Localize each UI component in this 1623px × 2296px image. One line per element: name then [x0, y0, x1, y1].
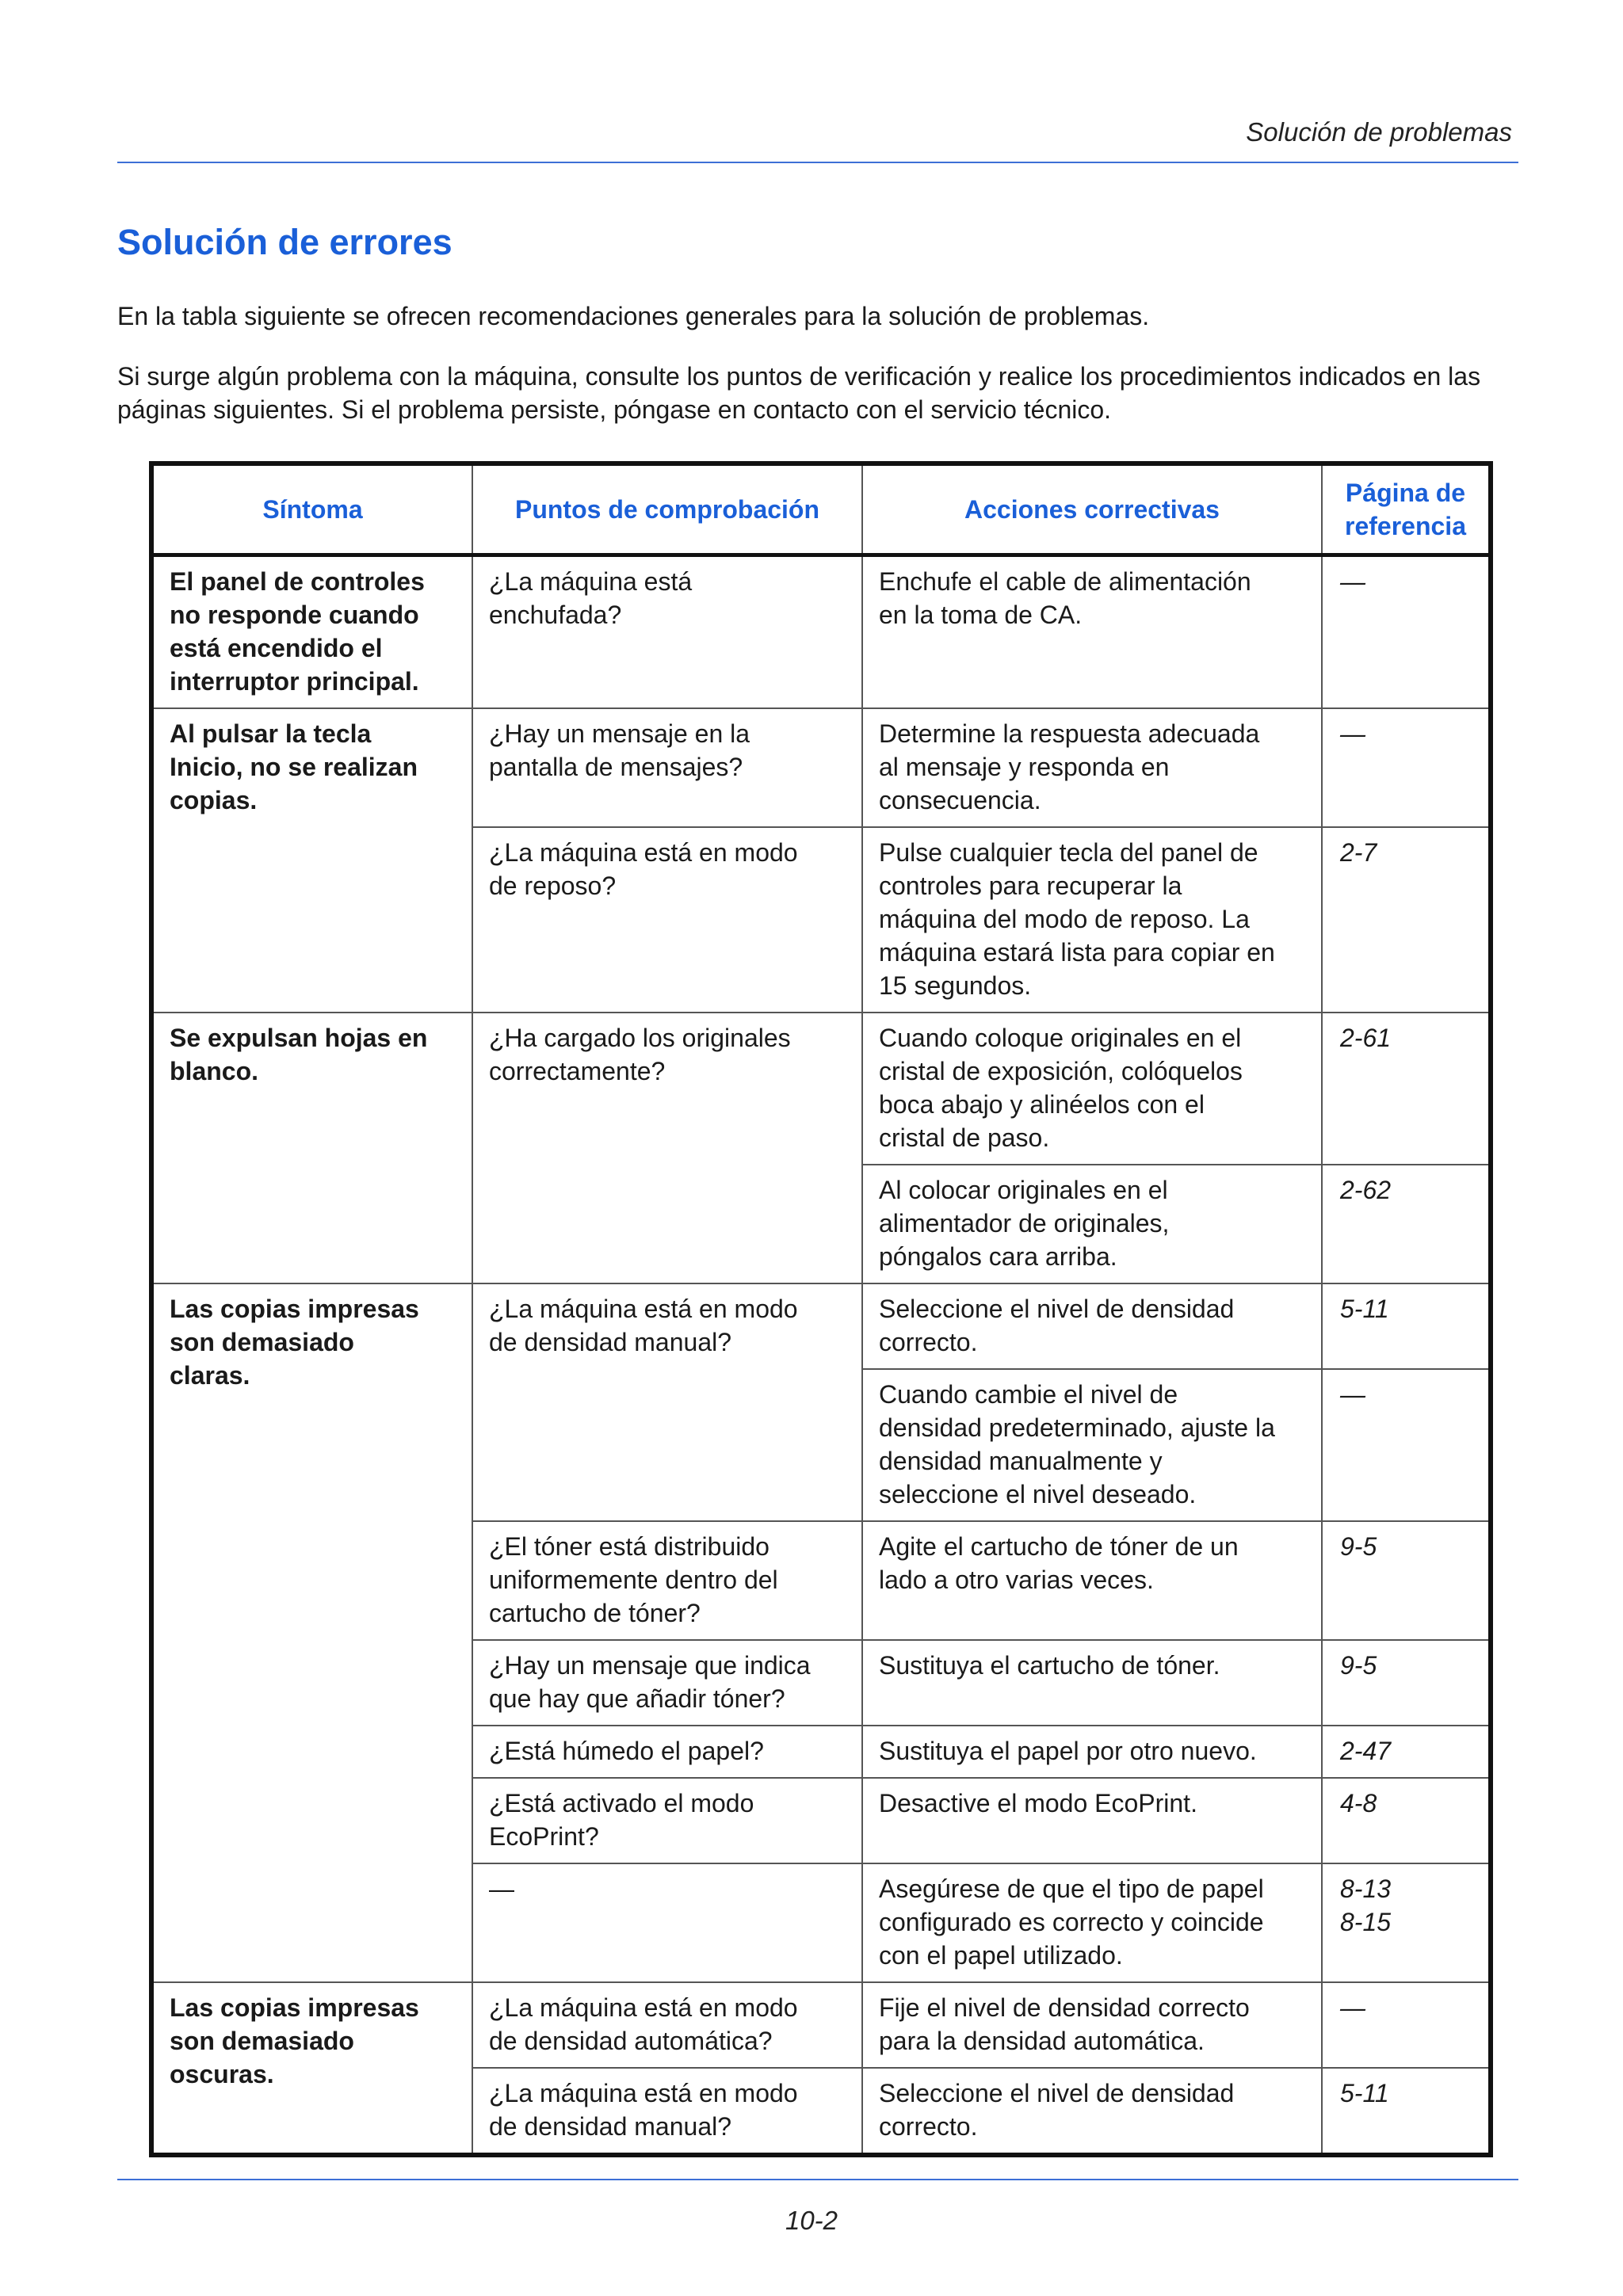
- check-cell: ¿El tóner está distribuido uniformemente dentro del cartucho de tóner?: [472, 1521, 862, 1640]
- header-actions: Acciones correctivas: [862, 463, 1322, 555]
- header-rule: [117, 162, 1518, 163]
- header-checks: Puntos de comprobación: [472, 463, 862, 555]
- reference-page-cell: 9-5: [1322, 1521, 1491, 1640]
- check-cell: ¿Hay un mensaje en la pantalla de mensajes?: [472, 708, 862, 827]
- reference-page-cell: —: [1322, 555, 1491, 709]
- running-header: Solución de problemas: [1246, 117, 1512, 147]
- reference-page-cell: 8-13 8-15: [1322, 1863, 1491, 1982]
- reference-page-cell: 9-5: [1322, 1640, 1491, 1726]
- troubleshooting-table-container: [149, 461, 1493, 2157]
- check-cell: ¿La máquina está enchufada?: [472, 555, 862, 709]
- troubleshooting-table: [149, 461, 1493, 2157]
- table-row: [151, 1982, 1491, 2068]
- action-cell: Fije el nivel de densidad correcto para la densidad automática.: [862, 1982, 1322, 2068]
- footer-rule: [117, 2179, 1518, 2180]
- check-cell: ¿La máquina está en modo de densidad automática?: [472, 1982, 862, 2068]
- action-cell: Cuando cambie el nivel de densidad predeterminado, ajuste la densidad manualmente y seleccione el nivel deseado.: [862, 1369, 1322, 1521]
- symptom-cell: El panel de controles no responde cuando está encendido el interruptor principal.: [151, 555, 472, 709]
- reference-page-cell: 5-11: [1322, 2068, 1491, 2155]
- page-number: 10-2: [785, 2206, 838, 2235]
- table-row: [151, 555, 1491, 709]
- action-cell: Seleccione el nivel de densidad correcto.: [862, 1283, 1322, 1369]
- action-cell: Seleccione el nivel de densidad correcto.: [862, 2068, 1322, 2155]
- reference-page-cell: 2-61: [1322, 1013, 1491, 1165]
- check-cell: ¿La máquina está en modo de reposo?: [472, 827, 862, 1013]
- action-cell: Asegúrese de que el tipo de papel configurado es correcto y coincide con el papel utilizado.: [862, 1863, 1322, 1982]
- table-row: [151, 1013, 1491, 1165]
- action-cell: Agite el cartucho de tóner de un lado a otro varias veces.: [862, 1521, 1322, 1640]
- header-symptom: Síntoma: [151, 463, 472, 555]
- table-row: [151, 1283, 1491, 1369]
- check-cell: —: [472, 1863, 862, 1982]
- action-cell: Cuando coloque originales en el cristal de exposición, colóquelos boca abajo y alinéelos con el cristal de paso.: [862, 1013, 1322, 1165]
- check-cell: ¿Está húmedo el papel?: [472, 1726, 862, 1778]
- reference-page-cell: 2-7: [1322, 827, 1491, 1013]
- intro-paragraph-1: En la tabla siguiente se ofrecen recomendaciones generales para la solución de problemas.: [117, 302, 1150, 330]
- symptom-cell: Al pulsar la tecla Inicio, no se realizan copias.: [151, 708, 472, 1013]
- action-cell: Sustituya el papel por otro nuevo.: [862, 1726, 1322, 1778]
- check-cell: ¿Está activado el modo EcoPrint?: [472, 1778, 862, 1863]
- reference-page-cell: —: [1322, 1982, 1491, 2068]
- check-cell: ¿La máquina está en modo de densidad manual?: [472, 2068, 862, 2155]
- reference-page-cell: —: [1322, 708, 1491, 827]
- header-reference-page: Página de referencia: [1322, 463, 1491, 555]
- symptom-cell: Se expulsan hojas en blanco.: [151, 1013, 472, 1283]
- symptom-cell: Las copias impresas son demasiado oscuras.: [151, 1982, 472, 2155]
- table-row: [151, 708, 1491, 827]
- action-cell: Al colocar originales en el alimentador de originales, póngalos cara arriba.: [862, 1165, 1322, 1283]
- reference-page-cell: 5-11: [1322, 1283, 1491, 1369]
- action-cell: Desactive el modo EcoPrint.: [862, 1778, 1322, 1863]
- reference-page-cell: 2-62: [1322, 1165, 1491, 1283]
- reference-page-cell: —: [1322, 1369, 1491, 1521]
- check-cell: ¿La máquina está en modo de densidad manual?: [472, 1283, 862, 1521]
- reference-page-cell: 2-47: [1322, 1726, 1491, 1778]
- action-cell: Enchufe el cable de alimentación en la toma de CA.: [862, 555, 1322, 709]
- table-header-row: [151, 463, 1491, 555]
- check-cell: ¿Hay un mensaje que indica que hay que añadir tóner?: [472, 1640, 862, 1726]
- action-cell: Sustituya el cartucho de tóner.: [862, 1640, 1322, 1726]
- symptom-cell: Las copias impresas son demasiado claras.: [151, 1283, 472, 1982]
- section-title: Solución de errores: [117, 222, 453, 262]
- table-body: [151, 555, 1491, 2156]
- intro-paragraph-2: Si surge algún problema con la máquina, consulte los puntos de verificación y realice los procedimientos indicados en las páginas siguientes. Si el problema persiste, póngase en contacto con el servicio técnico.: [117, 362, 1481, 424]
- reference-page-cell: 4-8: [1322, 1778, 1491, 1863]
- check-cell: ¿Ha cargado los originales correctamente?: [472, 1013, 862, 1283]
- action-cell: Pulse cualquier tecla del panel de controles para recuperar la máquina del modo de reposo. La máquina estará lista para copiar en 15 segundos.: [862, 827, 1322, 1013]
- action-cell: Determine la respuesta adecuada al mensaje y responda en consecuencia.: [862, 708, 1322, 827]
